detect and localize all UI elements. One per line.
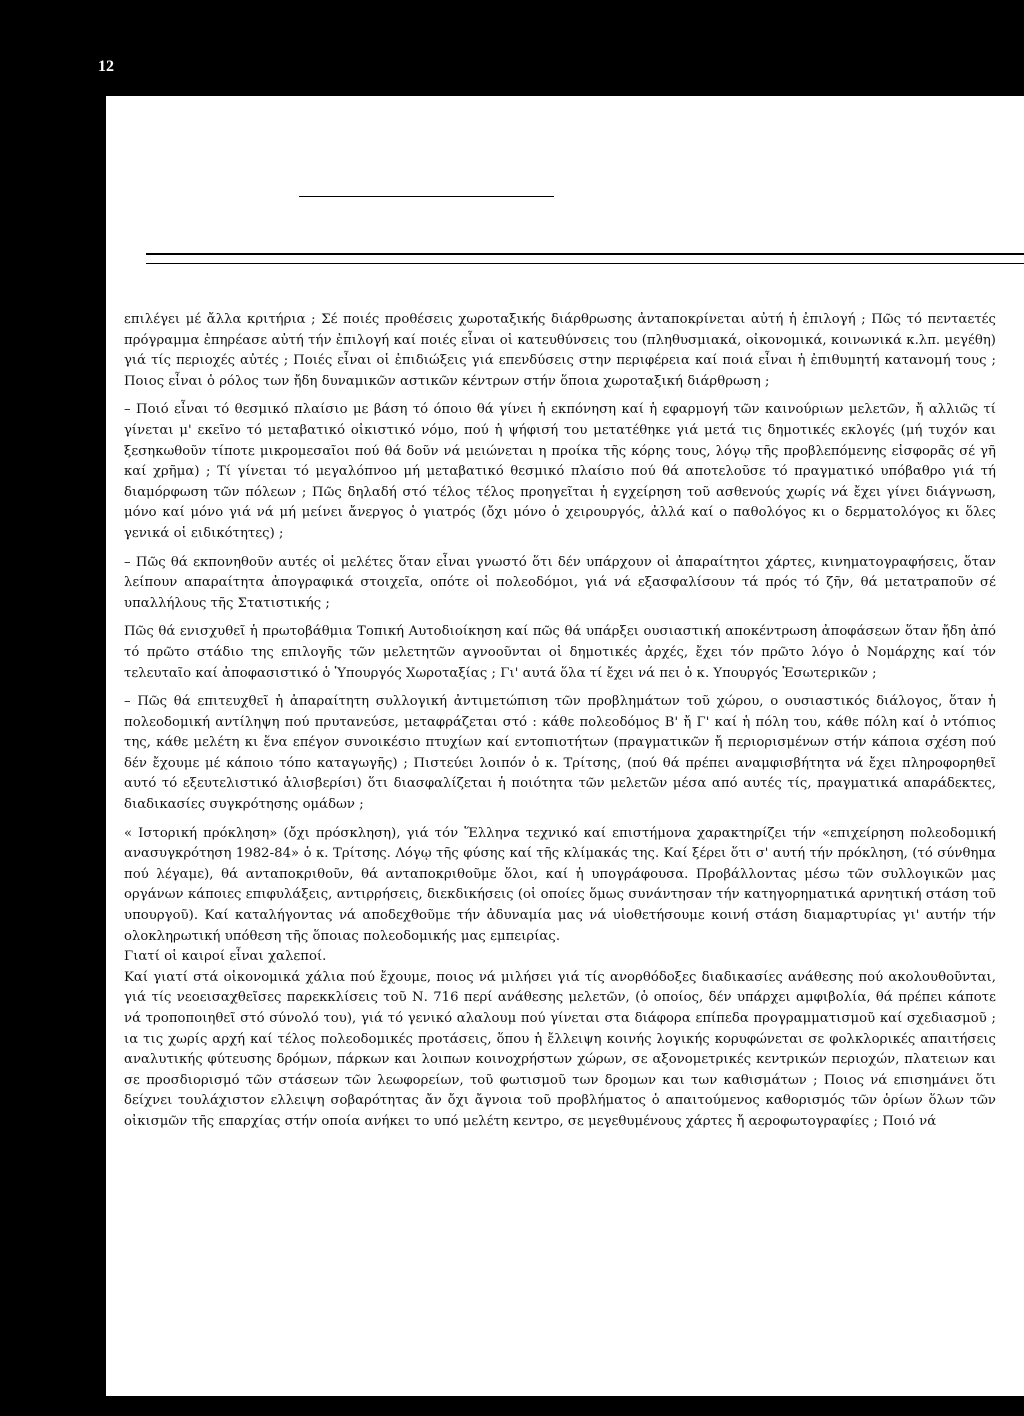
header-rule-short	[299, 196, 554, 197]
paragraph: Πῶς θά ενισχυθεῖ ἡ πρωτοβάθμια Τοπική Αυτοδιοίκηση καί πῶς θά υπάρξει ουσιαστική αποκέντρωση ἀποφάσεων ὅταν ἤδη ἀπό τό πρῶτο στάδιο της επιλογῆς τῶν μελετητῶν αγνοοῦνται οἱ δημοτικές ἀρχές, ἔχει τόν πρῶτο λόγο ὁ Νομάρχης καί τόν τελευταῖο καί ἀποφασιστικό ὁ Ὑπουργός Χωροταξίας ; Γι' αυτά ὅλα τί ἔχει νά πει ὁ κ. Υπουργός Ἐσωτερικῶν ;	[124, 624, 996, 681]
page-frame	[106, 96, 1024, 1396]
paragraph: Καί γιατί στά οἰκονομικά χάλια πού ἔχουμε, ποιος νά μιλήσει γιά τίς ανορθόδοξες διαδικασίες ανάθεσης πού ακολουθοῦνται, γιά τίς νεοεισαχθεῖσες παρεκκλίσεις τοῦ Ν. 716 περί ανάθεσης μελετῶν, (ὁ οποίος, δέν υπάρχει αμφιβολία, θά πρέπει κάποτε νά τροποποιηθεῖ στό σύνολό του), γιά τό γενικό αλαλουμ πού γίνεται στα διάφορα επίπεδα προγραμματισμοῦ καί σχεδιασμοῦ ; ια τις χωρίς αρχή καί τέλος πολεοδομικές προτάσεις, ὅπου ἡ ἔλλειψη κοινής λογικής κορυφώνεται σε φολκλορικές απαιτήσεις αναλυτικής φύτευσης δρόμων, πάρκων και λοιπων κοινοχρήστων χώρων, σε αξονομετρικές κεντρικών περιοχών, πλατειων και σε προσδιορισμό τῶν στάσεων τῶν λεωφορείων, τοῦ φωτισμοῦ των δρομων και των καθισμάτων ; Ποιος νά επισημάνει ὅτι δείχνει τουλάχιστον ελλειψη σοβαρότητας ἄν ὄχι ἄγνοια τοῦ προβλήματος ὁ απαιτούμενος καθορισμός τῶν ὁρίων ὅλων τῶν οἰκισμῶν τῆς επαρχίας στήν οποία ανήκει το υπό μελέτη κεντρο, σε μεγεθυμένους χάρτες ἤ αεροφωτογραφίες ; Ποιό νά	[124, 969, 996, 1129]
paragraph: Γιατί οἱ καιροί εἶναι χαλεποί.	[124, 949, 327, 965]
paragraph: « Ιστορική πρόκληση» (ὄχι πρόσκληση), γιά τόν Ἕλληνα τεχνικό καί επιστήμονα χαρακτηρίζει τήν «επιχείρηση πολεοδομική ανασυγκρότηση 1982-84» ὁ κ. Τρίτσης. Λόγῳ τῆς φύσης καί τῆς κλίμακάς της. Καί ξέρει ὅτι σ' αυτή τήν πρόκληση, (τό σύνθημα πού λέγαμε), θά ανταποκριθοῦν, θά ανταποκριθοῦμε ὅλοι, καί ἡ υπογράφουσα. Προβάλλοντας μέσω τῶν συλλογικῶν μας οργάνων κάποιες επιφυλάξεις, αντιρρήσεις, διεκδικήσεις (οἱ οποίες ὅμως συνάντησαν τήν κατηγορηματικά αρνητική στάση τοῦ υπουργοῦ). Καί καταλήγοντας νά αποδεχθοῦμε τήν ἀδυναμία μας νά υἱοθετήσουμε κοινή στάση διαμαρτυρίας γι' αυτήν τήν ολοκληρωτική υπόθεση τῆς ὅποιας πολεοδομικής μας εμπειρίας.	[124, 825, 996, 944]
header-rule-thin	[146, 263, 1024, 264]
header-rule-thick	[146, 253, 1024, 255]
page-number: 12	[98, 58, 114, 75]
paragraph: – Πῶς θά εκπονηθοῦν αυτές οἱ μελέτες ὅταν εἶναι γνωστό ὅτι δέν υπάρχουν οἱ ἀπαραίτητοι χάρτες, κινηματογραφήσεις, ὅταν λείπουν απαραίτητα ἀπογραφικά στοιχεῖα, οπότε οἱ πολεοδόμοι, γιά νά εξασφαλίσουν τά πρός τό ζῆν, θά μετατραποῦν σέ υπαλλήλους τῆς Στατιστικής ;	[124, 554, 996, 611]
paragraph: – Πῶς θά επιτευχθεῖ ἡ ἀπαραίτητη συλλογική ἀντιμετώπιση τῶν προβλημάτων τοῦ χώρου, ο ουσιαστικός διάλογος, ὅταν ἡ πολεοδομική αντίληψη πού πρυτανεύσε, μεταφράζεται στό : κάθε πολεοδόμος Β' ἤ Γ' καί ἡ πόλη του, κάθε πόλη καί ὁ ντόπιος της, κάθε μελέτη κι ἕνα επέγον συνοικέσιο πτυχίων καί εντοπιοτήτων (πραγματικῶν ἤ περιορισμένων στήν κάποια σχέση πού δέν ἔχουμε μέ κάποιο τόπο καταγωγῆς) ; Πιστεύει λοιπόν ὁ κ. Τρίτσης, (πού θά πρέπει αναμφισβήτητα νά ἔχει πληροφορηθεῖ αυτό τό εξευτελιστικό ἀλισβερίσι) ὅτι διασφαλίζεται ἡ ποιότητα τῶν μελετῶν μέσα από αυτές τίς, πραγματικά απαράδεκτες, διαδικασίες συγκρότησης ομάδων ;	[124, 694, 996, 813]
paragraph: – Ποιό εἶναι τό θεσμικό πλαίσιο με βάση τό όποιο θά γίνει ἡ εκπόνηση καί ἡ εφαρμογή τῶν καινούριων μελετῶν, ἤ αλλιῶς τί γίνεται μ' εκεῖνο τό μεταβατικό οἰκιστικό νόμο, πού ἡ ψήφισή του μετατέθηκε γιά μετά τις δημοτικές εκλογές (μή τυχόν και ξεσηκωθοῦν τίποτε μικρομεσαῖοι πού θά δοῦν νά μειώνεται η προίκα τῆς κόρης τους, λόγῳ τῆς προβλεπόμενης εἰσφορᾶς σέ γῆ καί χρῆμα) ; Τί γίνεται τό μεγαλόπνοο μή μεταβατικό θεσμικό πλαίσιο πού θά αποτελοῦσε τό πραγματικό υπόβαθρο γιά τή διαμόρφωση τῶν πόλεων ; Πῶς δηλαδή στό τέλος τέλος προηγεῖται ἡ εγχείρηση τοῦ ασθενούς χωρίς νά ἔχει γίνει διάγνωση, μόνο καί μόνο γιά νά μή μείνει ἄνεργος ὁ γιατρός (ὄχι μόνο ὁ χειρουργός, ἀλλά καί ο παθολόγος κι ο δερματολόγος κι ὅλες γενικά οἱ ειδικότητες) ;	[124, 402, 996, 541]
article-body	[124, 310, 996, 1141]
paragraph: επιλέγει μέ ἄλλα κριτήρια ; Σέ ποιές προθέσεις χωροταξικής διάρθρωσης ἀνταποκρίνεται αὐτή ἡ ἐπιλογή ; Πῶς τό πενταετές πρόγραμμα ἐπηρέασε αὐτή τήν ἐπιλογή καί ποιές εἶναι οἱ κατευθύνσεις του (πληθυσμιακά, οἰκονομικά, κοινωνικά κ.λπ. μεγέθη) γιά τίς περιοχές αὐτές ; Ποιές εἶναι οἱ ἐπιδιώξεις γιά επενδύσεις στην περιφέρεια καί ποιά εἶναι ἡ ἐπιθυμητή κατανομή τους ; Ποιος εἶναι ὁ ρόλος των ἤδη δυναμικῶν αστικῶν κέντρων στήν ὅποια χωροταξική διάρθρωση ;	[124, 312, 996, 389]
